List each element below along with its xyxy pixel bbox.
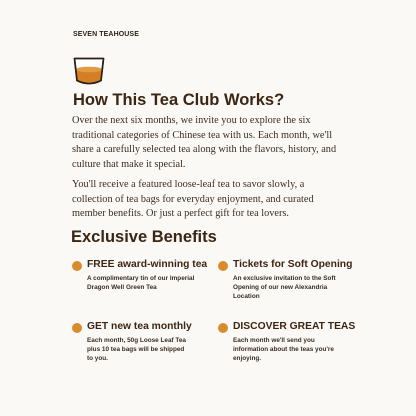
benefit-title: GET new tea monthly (87, 321, 192, 332)
benefit-description: An exclusive invitation to the Soft Opening of our new Alexandria Location (233, 275, 336, 301)
benefit-title: FREE award-winning tea (87, 259, 208, 270)
benefit-title: DISCOVER GREAT TEAS (233, 321, 356, 332)
bullet-dot-icon (218, 261, 228, 271)
how-it-works-heading: How This Tea Club Works? (73, 91, 285, 109)
bullet-dot-icon (72, 323, 82, 333)
benefit-description: A complimentary tin of our Imperial Dragon Well Green Tea (87, 275, 195, 292)
intro-paragraph: Over the next six months, we invite you to explore the six traditional categories of Chinese tea with us. Each month, we'll share a carefully selected tea along with the flavors, history, and culture that make it special. (72, 115, 337, 170)
bullet-dot-icon (72, 261, 82, 271)
package-paragraph: You'll receive a featured loose-leaf tea to savor slowly, a collection of tea bags for everyday enjoyment, and curated member benefits. Or just a perfect gift for tea lovers. (72, 179, 314, 220)
benefit-title: Tickets for Soft Opening (233, 259, 353, 270)
bullet-dot-icon (218, 323, 228, 333)
benefits-heading: Exclusive Benefits (71, 228, 217, 246)
benefit-description: Each month we'll send you information about the teas you're enjoying. (233, 337, 334, 363)
benefit-description: Each month, 50g Loose Leaf Tea plus 10 tea bags will be shipped to you. (87, 337, 186, 363)
brand-name: SEVEN TEAHOUSE (73, 31, 139, 38)
tea-cup-icon (70, 55, 108, 89)
